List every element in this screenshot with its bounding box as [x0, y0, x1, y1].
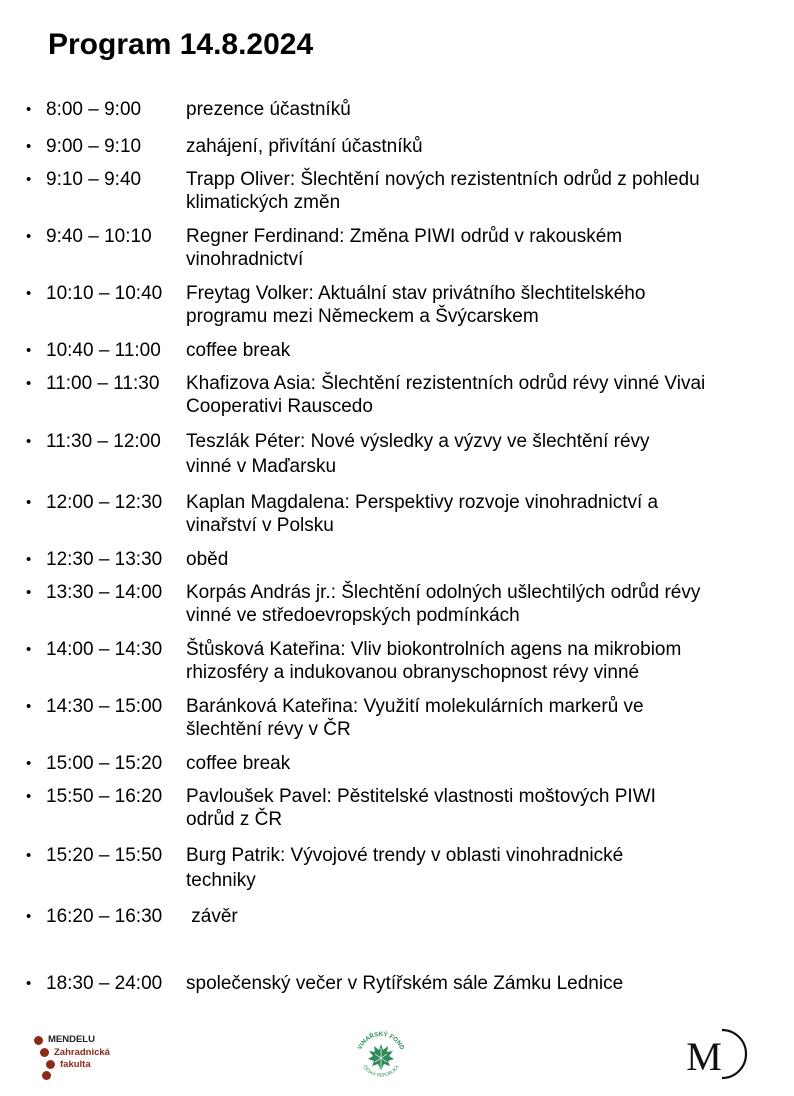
- bullet-icon: •: [26, 847, 32, 864]
- agenda-description-line: Trapp Oliver: Šlechtění nových rezistentních odrůd z pohledu: [186, 169, 700, 190]
- logo-dot: [40, 1048, 49, 1057]
- agenda-time: 8:00 – 9:00: [46, 99, 142, 120]
- agenda-description-line: Burg Patrik: Vývojové trendy v oblasti vinohradnické: [186, 845, 624, 866]
- agenda-time: 14:30 – 15:00: [46, 696, 163, 717]
- mendelu-logo: [34, 1032, 144, 1082]
- agenda-time: 15:00 – 15:20: [46, 753, 163, 774]
- agenda-description-line: Regner Ferdinand: Změna PIWI odrůd v rakouském: [186, 226, 623, 247]
- agenda-description: [186, 638, 786, 684]
- agenda-time: 12:30 – 13:30: [46, 549, 163, 570]
- agenda-description: [186, 695, 786, 741]
- agenda-description-line: coffee break: [186, 753, 291, 774]
- agenda-description: [186, 785, 786, 831]
- agenda-description: [186, 135, 786, 158]
- page-title: Program 14.8.2024: [48, 28, 314, 61]
- agenda-description-line: rhizosféry a indukovanou obranyschopnost révy vinné: [186, 662, 640, 683]
- bullet-icon: •: [26, 641, 32, 658]
- agenda-description: [186, 225, 786, 271]
- agenda-description-line: Korpás András jr.: Šlechtění odolných ušlechtilých odrůd révy: [186, 582, 701, 603]
- logo-dot: [46, 1060, 55, 1069]
- agenda-description-line: vinařství v Polsku: [186, 515, 334, 536]
- agenda-time: 9:40 – 10:10: [46, 226, 152, 247]
- agenda-time: 16:20 – 16:30: [46, 906, 163, 927]
- agenda-description: [186, 372, 786, 418]
- agenda-description-line: programu mezi Německem a Švýcarskem: [186, 306, 539, 327]
- agenda-description: [186, 843, 786, 893]
- agenda-description: [186, 972, 786, 995]
- agenda-description-line: vinohradnictví: [186, 249, 304, 270]
- fond-top-text: VINAŘSKÝ FOND: [356, 1031, 406, 1051]
- agenda-description-line: Cooperativi Rauscedo: [186, 396, 373, 417]
- agenda-time: 11:30 – 12:00: [46, 431, 161, 452]
- logo-dot: [34, 1036, 43, 1045]
- bullet-icon: •: [26, 342, 32, 359]
- agenda-time: 11:00 – 11:30: [46, 373, 160, 394]
- agenda-description-line: společenský večer v Rytířském sále Zámku Lednice: [186, 973, 624, 994]
- bullet-icon: •: [26, 975, 32, 992]
- logo-dot: [42, 1071, 51, 1080]
- agenda-time: 15:20 – 15:50: [46, 845, 163, 866]
- bullet-icon: •: [26, 584, 32, 601]
- agenda-description-line: techniky: [186, 870, 256, 891]
- agenda-description-line: šlechtění révy v ČR: [186, 719, 351, 740]
- agenda-description-line: prezence účastníků: [186, 99, 351, 120]
- m-letter: M: [686, 1034, 722, 1079]
- agenda-time: 15:50 – 16:20: [46, 786, 163, 807]
- agenda-description-line: Štůsková Kateřina: Vliv biokontrolních agens na mikrobiom: [186, 639, 682, 660]
- agenda-time: 10:40 – 11:00: [46, 340, 161, 361]
- bullet-icon: •: [26, 375, 32, 392]
- agenda-description-line: oběd: [186, 549, 229, 570]
- agenda-description: [186, 429, 786, 479]
- agenda-time: 9:10 – 9:40: [46, 169, 142, 190]
- agenda-description-line: zahájení, přivítání účastníků: [186, 136, 423, 157]
- agenda-time: 12:00 – 12:30: [46, 492, 163, 513]
- bullet-icon: •: [26, 908, 32, 925]
- bullet-icon: •: [26, 101, 32, 118]
- agenda-description-line: Khafizova Asia: Šlechtění rezistentních odrůd révy vinné Vivai: [186, 373, 706, 394]
- agenda-description-line: Kaplan Magdalena: Perspektivy rozvoje vinohradnictví a: [186, 492, 659, 513]
- bullet-icon: •: [26, 285, 32, 302]
- agenda-description: [186, 491, 786, 537]
- agenda-description-line: vinné v Maďarsku: [186, 456, 337, 477]
- agenda-description-line: Freytag Volker: Aktuální stav privátního šlechtitelského: [186, 283, 646, 304]
- bullet-icon: •: [26, 171, 32, 188]
- agenda-description-line: klimatických změn: [186, 192, 341, 213]
- agenda-description-line: závěr: [186, 906, 238, 927]
- agenda-description-line: Pavloušek Pavel: Pěstitelské vlastnosti moštových PIWI: [186, 786, 656, 807]
- agenda-description: [186, 339, 786, 362]
- agenda-description: [186, 282, 786, 328]
- mendelu-name: MENDELU: [48, 1034, 95, 1045]
- m-monogram-logo: [682, 1026, 752, 1082]
- agenda-description: [186, 168, 786, 214]
- bullet-icon: •: [26, 494, 32, 511]
- agenda-description-line: vinné ve středoevropských podmínkách: [186, 605, 520, 626]
- agenda-time: 9:00 – 9:10: [46, 136, 142, 157]
- agenda-description-line: Baránková Kateřina: Využití molekulárních markerů ve: [186, 696, 644, 717]
- vinarsky-fond-logo: [352, 1028, 410, 1086]
- agenda-description: [186, 548, 786, 571]
- agenda-description: [186, 98, 786, 121]
- agenda-time: 13:30 – 14:00: [46, 582, 163, 603]
- agenda-time: 10:10 – 10:40: [46, 283, 163, 304]
- mendelu-faculty-line2: fakulta: [60, 1059, 91, 1070]
- bullet-icon: •: [26, 551, 32, 568]
- agenda-description-line: Teszlák Péter: Nové výsledky a výzvy ve šlechtění révy: [186, 431, 650, 452]
- agenda-description: [186, 752, 786, 775]
- bullet-icon: •: [26, 138, 32, 155]
- bullet-icon: •: [26, 755, 32, 772]
- fond-bottom-text: ČESKÁ REPUBLIKA: [362, 1064, 400, 1078]
- agenda-description-line: coffee break: [186, 340, 291, 361]
- bullet-icon: •: [26, 788, 32, 805]
- agenda-description-line: odrůd z ČR: [186, 809, 283, 830]
- bullet-icon: •: [26, 433, 32, 450]
- agenda-description: [186, 905, 786, 928]
- bullet-icon: •: [26, 228, 32, 245]
- mendelu-faculty-line1: Zahradnická: [54, 1047, 110, 1058]
- agenda-time: 18:30 – 24:00: [46, 973, 163, 994]
- agenda-time: 14:00 – 14:30: [46, 639, 163, 660]
- agenda-description: [186, 581, 786, 627]
- logo-arc: [722, 1030, 746, 1078]
- bullet-icon: •: [26, 698, 32, 715]
